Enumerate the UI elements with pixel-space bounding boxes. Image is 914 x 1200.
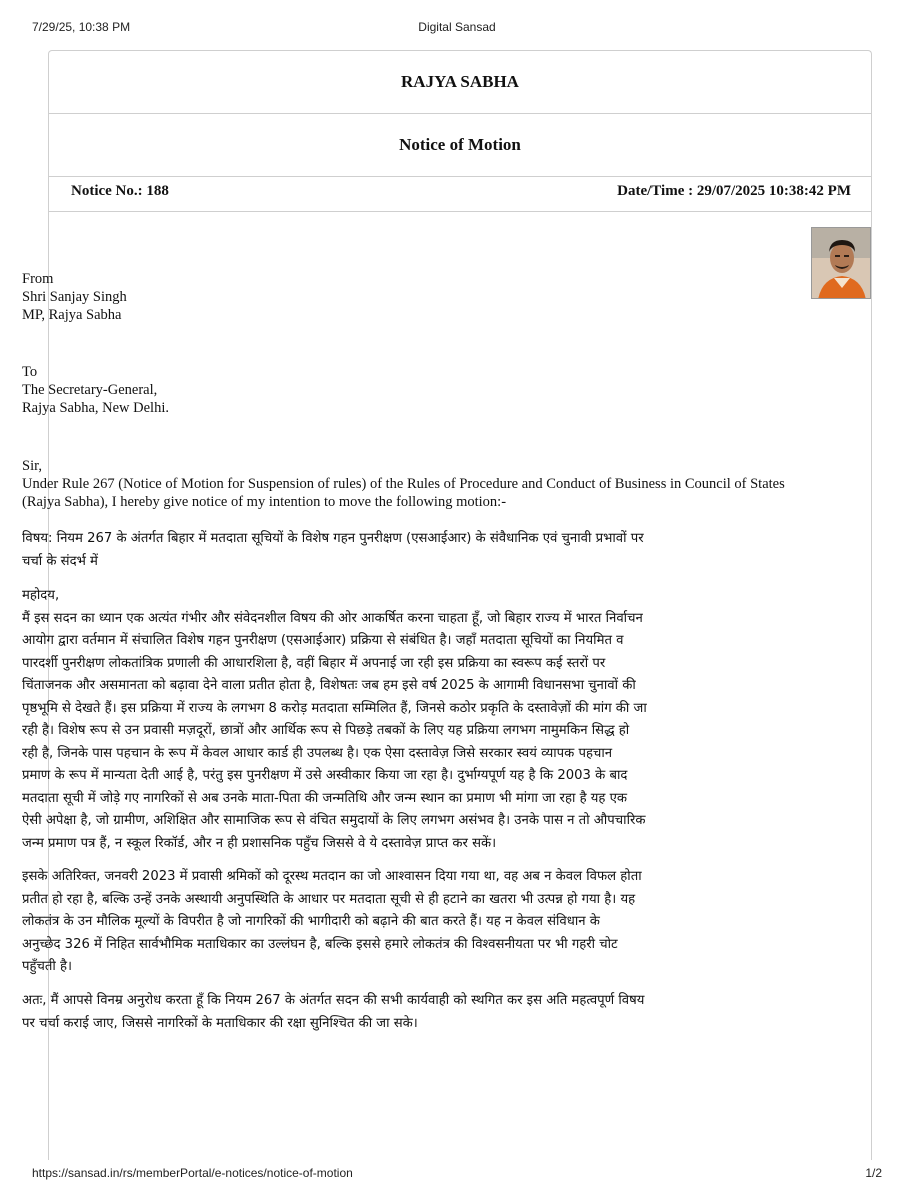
print-url[interactable]: https://sansad.in/rs/memberPortal/e-notices/notice-of-motion [32,1166,353,1180]
paragraph-line: मैं इस सदन का ध्यान एक अत्यंत गंभीर और संवेदनशील विषय की ओर आकर्षित करना चाहता हूँ, जो बिहार राज्य में भारत निर्वाचन [22,610,643,626]
paragraph-line: अनुच्छेद 326 में निहित सार्वभौमिक मताधिकार का उल्लंघन है, बल्कि इससे हमारे लोकतंत्र की विश्वसनीयता पर भी गहरी चोट [22,936,618,952]
notice-meta-row [71,179,851,209]
house-title: RAJYA SABHA [401,72,519,91]
notice-datetime: Date/Time : 29/07/2025 10:38:42 PM [617,183,851,199]
subject-block [22,528,814,573]
paragraph-line: पारदर्शी पुनरीक्षण लोकतांत्रिक प्रणाली की आधारशिला है, वहीं बिहार में अपनाई जा रही इस प्रक्रिया का स्वरूप कई स्तरों पर [22,655,606,671]
page-number: 1/2 [865,1166,882,1180]
salutation: Sir, [22,458,42,474]
paragraph-1 [22,585,814,855]
divider [49,176,871,177]
from-label: From [22,271,54,287]
paragraph-line: रही है। विशेष रूप से उन प्रवासी मज़दूरों, छात्रों और आर्थिक रूप से पिछड़े तबकों के लिए यह प्रक्रिया लगभग नामुमकिन सिद्ध हो [22,723,630,738]
paragraph-line: महोदय, [22,588,60,603]
paragraph-line: लोकतंत्र के उन मौलिक मूल्यों के विपरीत है जो नागरिकों की भागीदारी को बढ़ाने की बात करते हैं। यह न केवल संविधान के [22,914,600,929]
paragraph-line: रही है, जिनके पास पहचान के रूप में केवल आधार कार्ड ही उपलब्ध है। एक ऐसा दस्तावेज़ जिसे सरकार स्वयं व्यापक पहचान [22,745,613,761]
paragraph-line: चिंताजनक और असमानता को बढ़ावा देने वाला प्रतीत होता है, विशेषतः जब हम इसे वर्ष 2025 के आगामी विधानसभा चुनावों की [22,678,636,693]
paragraph-line: प्रमाण के रूप में मान्यता देती आई है, परंतु इस पुनरीक्षण में उसे अस्वीकार किया जा रहा है। दुर्भाग्यपूर्ण यह है कि 2003 के बाद [22,768,628,783]
paragraph-2 [22,866,814,979]
to-label: To [22,364,38,380]
print-site-title: Digital Sansad [418,20,496,34]
notice-number: Notice No.: 188 [71,183,169,199]
subject-line: विषय: नियम 267 के अंतर्गत बिहार में मतदाता सूचियों के विशेष गहन पुनरीक्षण (एसआईआर) के संवैधानिक एवं चुनावी प्रभावों पर [22,531,644,546]
member-photo-image [812,228,871,299]
print-header [32,20,882,36]
paragraph-3 [22,990,814,1035]
to-line-1: The Secretary-General, [22,382,158,398]
divider [49,211,871,212]
intro-block [22,457,812,511]
paragraph-line: जन्म प्रमाण पत्र हैं, न स्कूल रिकॉर्ड, और न ही प्रशासनिक पहुँच जिससे वे ये दस्तावेज़ प्राप्त कर सकें। [22,835,497,851]
subject-line: चर्चा के संदर्भ में [22,553,98,569]
paragraph-line: इसके अतिरिक्त, जनवरी 2023 में प्रवासी श्रमिकों को दूरस्थ मतदान का जो आश्वासन दिया गया था, वह अब न केवल विफल होता [22,869,642,884]
paragraph-line: पहुँचती है। [22,959,72,974]
paragraph-line: अतः, मैं आपसे विनम्र अनुरोध करता हूँ कि नियम 267 के अंतर्गत सदन की सभी कार्यवाही को स्थगित कर इस अति महत्वपूर्ण विषय [22,993,645,1008]
print-timestamp: 7/29/25, 10:38 PM [32,20,131,34]
intro-paragraph: Under Rule 267 (Notice of Motion for Suspension of rules) of the Rules of Procedure and Conduct of Business in Council of States (Rajya Sabha), I hereby give notice of my intention to move the following motion:- [22,476,785,510]
paragraph-line: पर चर्चा कराई जाए, जिससे नागरिकों के मताधिकार की रक्षा सुनिश्चित की जा सके। [22,1015,418,1031]
to-line-2: Rajya Sabha, New Delhi. [22,400,169,416]
doc-title: Notice of Motion [399,135,521,154]
print-footer [32,1166,882,1182]
from-name: Shri Sanjay Singh [22,289,127,305]
to-block [22,363,812,417]
paragraph-line: मतदाता सूची में जोड़े गए नागरिकों से अब उनके माता-पिता की जन्मतिथि और जन्म स्थान का प्रमाण भी मांगा जा रहा है यह एक [22,790,628,806]
paragraph-line: ऐसी अपेक्षा है, जो ग्रामीण, अशिक्षित और सामाजिक रूप से वंचित समुदायों के लिए लगभग असंभव है। उनके पास न तो औपचारिक [22,813,646,828]
paragraph-line: पृष्ठभूमि से देखते हैं। इस प्रक्रिया में राज्य के लगभग 8 करोड़ मतदाता सम्मिलित हैं, जिनसे कठोर प्रकृति के दस्तावेज़ों की मांग की जा [22,700,647,716]
paragraph-line: प्रतीत हो रहा है, बल्कि उन्हें उनके अस्थायी अनुपस्थिति के आधार पर मतदाता सूची से ही हटाने का खतरा भी उत्पन्न हो गया है। यह [22,891,636,907]
from-designation: MP, Rajya Sabha [22,307,122,323]
member-photo [811,227,871,299]
from-block [22,270,812,324]
paragraph-line: आयोग द्वारा वर्तमान में संचालित विशेष गहन पुनरीक्षण (एसआईआर) प्रक्रिया से संबंधित है। जहाँ मतदाता सूचियों का नियमित व [22,633,624,648]
